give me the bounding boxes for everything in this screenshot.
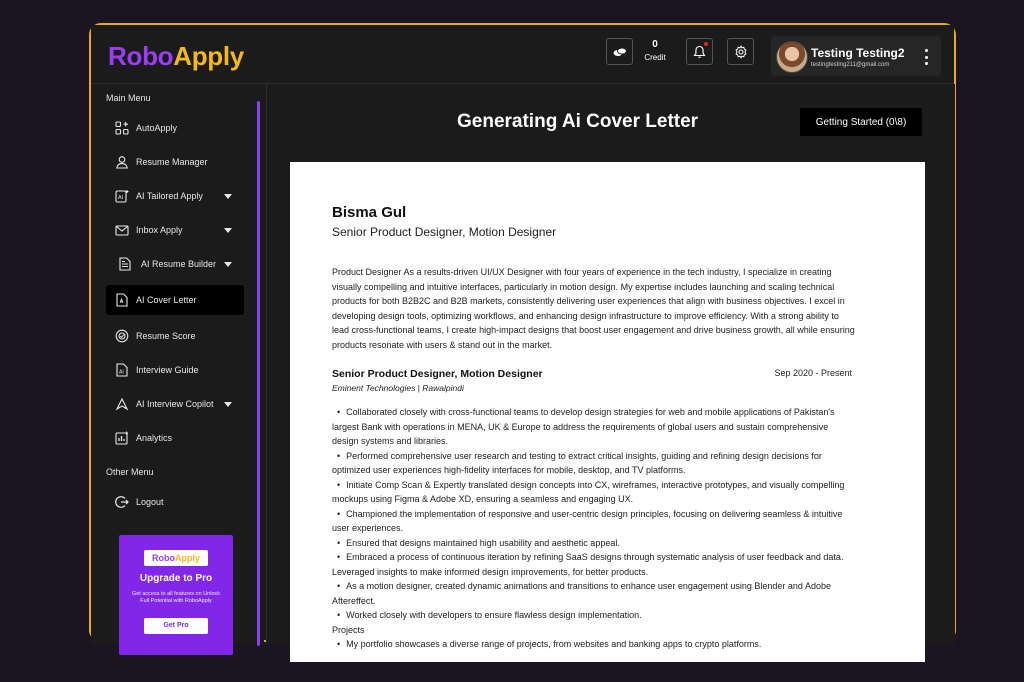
- user-profile-card[interactable]: [771, 36, 941, 76]
- file-ai-icon: [115, 293, 129, 307]
- logout-icon: [115, 495, 129, 509]
- projects-bullets: [332, 637, 856, 652]
- main-content: [266, 84, 955, 649]
- cover-letter-document: [290, 162, 925, 662]
- list-item: • Worked closely with developers to ensure flawless design implementation.: [332, 608, 856, 623]
- get-pro-button[interactable]: Get Pro: [144, 618, 208, 634]
- bell-icon: [693, 45, 706, 59]
- sidebar-item-ai-interview-copilot[interactable]: [106, 389, 244, 419]
- list-item: • Embraced a process of continuous iteration by refining SaaS designs through systematic analysis of user feedback and data. Leveraged insights to make informed design improvements, for better products.: [332, 550, 856, 579]
- promo-description: Get access to all features on Unlock Full Potential with RoboApply: [131, 591, 221, 604]
- notifications-button[interactable]: [686, 38, 713, 65]
- user-name: Testing Testing2: [811, 46, 905, 60]
- chevron-down-icon[interactable]: [224, 262, 232, 267]
- user-email: testingtesting211@gmail.com: [811, 62, 890, 68]
- chart-icon: [115, 431, 129, 445]
- sidebar-item-label: AI Cover Letter: [136, 295, 197, 305]
- getting-started-button[interactable]: Getting Started (0\8): [800, 108, 922, 136]
- sidebar-item-ai-resume-builder[interactable]: [106, 249, 244, 279]
- main-menu-title: Main Menu: [106, 93, 151, 103]
- projects-heading: Projects: [332, 624, 365, 635]
- more-options-icon[interactable]: [921, 49, 931, 65]
- promo-title: Upgrade to Pro: [139, 573, 213, 584]
- credit-counter: [639, 39, 671, 62]
- sidebar-item-label: AI Resume Builder: [141, 259, 217, 269]
- sidebar-item-interview-guide[interactable]: [106, 355, 244, 385]
- sidebar: [91, 84, 264, 644]
- app-logo[interactable]: RoboApply: [108, 41, 244, 71]
- page-title: Generating Ai Cover Letter: [457, 111, 699, 132]
- sidebar-item-label: Inbox Apply: [136, 225, 183, 235]
- sidebar-item-inbox-apply[interactable]: [106, 215, 244, 245]
- avatar[interactable]: [776, 41, 808, 73]
- profile-summary: Product Designer As a results-driven UI/UX Designer with four years of experience in the tech industry, I specialize in creating visually compelling and intuitive interfaces, particularly in motion design. My expertise includes launching and scaling technical products for both B2B2C and B2B markets, consistently delivering user experiences that align with business objectives. I excel in developing design tools, optimizing workflows, and enhancing design infrastructure to improve efficiency. With a strong ability to lead cross-functional teams, I create high-impact designs that boost user engagement and drive business growth, all while ensuring products resonate with users & stand out in the market.: [332, 267, 855, 350]
- sidebar-item-ai-cover-letter[interactable]: [106, 285, 244, 315]
- promo-logo: RoboApply: [144, 550, 208, 566]
- chevron-down-icon[interactable]: [224, 194, 232, 199]
- credit-count: 0: [652, 39, 658, 50]
- credit-label: Credit: [644, 53, 666, 62]
- candidate-role: Senior Product Designer, Motion Designer: [332, 225, 557, 239]
- settings-button[interactable]: [727, 38, 754, 65]
- list-item: • Championed the implementation of responsive and user-centric design principles, focusing on delivering seamless & intuitive user experiences.: [332, 507, 856, 536]
- sidebar-item-autoapply[interactable]: [106, 113, 244, 143]
- sidebar-item-ai-tailored-apply[interactable]: [106, 181, 244, 211]
- job-company: Eminent Technologies | Rawalpindi: [332, 383, 464, 393]
- sidebar-item-label: AI Tailored Apply: [136, 191, 203, 201]
- sidebar-scrollbar[interactable]: [257, 101, 260, 646]
- gear-icon: [734, 45, 748, 59]
- logout-button[interactable]: [106, 487, 244, 517]
- job-title: Senior Product Designer, Motion Designer: [332, 368, 543, 380]
- upgrade-promo-card: [119, 535, 233, 655]
- target-icon: [115, 329, 129, 343]
- grid-plus-icon: [115, 121, 129, 135]
- sidebar-item-label: AutoApply: [136, 123, 178, 133]
- list-item: • My portfolio showcases a diverse range of projects, from websites and banking apps to crypto platforms.: [332, 637, 856, 652]
- list-item: • Ensured that designs maintained high usability and aesthetic appeal.: [332, 536, 856, 551]
- chevron-down-icon[interactable]: [224, 402, 232, 407]
- job-dates: Sep 2020 - Present: [774, 368, 852, 378]
- list-item: • Collaborated closely with cross-functional teams to develop design strategies for web and mobile applications of Pakistan's largest Bank with operations in MENA, UK & Europe to address the requirements of global users and sustain comprehensive design systems and libraries.: [332, 405, 856, 449]
- ai-badge-icon: [115, 189, 129, 203]
- mail-icon: [115, 223, 129, 237]
- user-icon: [115, 155, 129, 169]
- chevron-down-icon[interactable]: [224, 228, 232, 233]
- sidebar-item-label: Interview Guide: [136, 365, 199, 375]
- other-menu-title: Other Menu: [106, 467, 154, 477]
- svg-text:AI: AI: [119, 369, 124, 376]
- sidebar-item-resume-score[interactable]: [106, 321, 244, 351]
- sidebar-item-label: Resume Manager: [136, 157, 208, 167]
- guide-icon: [115, 363, 129, 377]
- top-bar: [91, 25, 954, 84]
- document-icon: [118, 257, 132, 271]
- coins-icon[interactable]: [606, 38, 633, 65]
- sidebar-item-analytics[interactable]: [106, 423, 244, 453]
- sidebar-item-label: AI Interview Copilot: [136, 399, 214, 409]
- sidebar-item-resume-manager[interactable]: [106, 147, 244, 177]
- list-item: • Initiate Comp Scan & Expertly translated design concepts into CX, wireframes, interactive prototypes, and visually compelling mockups using Figma & Adobe XD, ensuring a seamless and engaging UX.: [332, 478, 856, 507]
- svg-text:AI: AI: [118, 195, 124, 201]
- job-bullets: [332, 405, 856, 623]
- copilot-icon: [115, 397, 129, 411]
- candidate-name: Bisma Gul: [332, 204, 407, 221]
- list-item: • As a motion designer, created dynamic animations and transitions to enhance user engagement using Blender and Adobe Aftereffect.: [332, 579, 856, 608]
- sidebar-item-label: Resume Score: [136, 331, 196, 341]
- notification-dot: [704, 42, 708, 46]
- list-item: • Performed comprehensive user research and testing to extract critical insights, guiding and refining design decisions for optimized user experiences high-fidelity interfaces for mobile, desktop, and TV platforms.: [332, 449, 856, 478]
- sidebar-item-label: Analytics: [136, 433, 173, 443]
- app-window: [89, 23, 956, 649]
- logout-label: Logout: [136, 497, 164, 507]
